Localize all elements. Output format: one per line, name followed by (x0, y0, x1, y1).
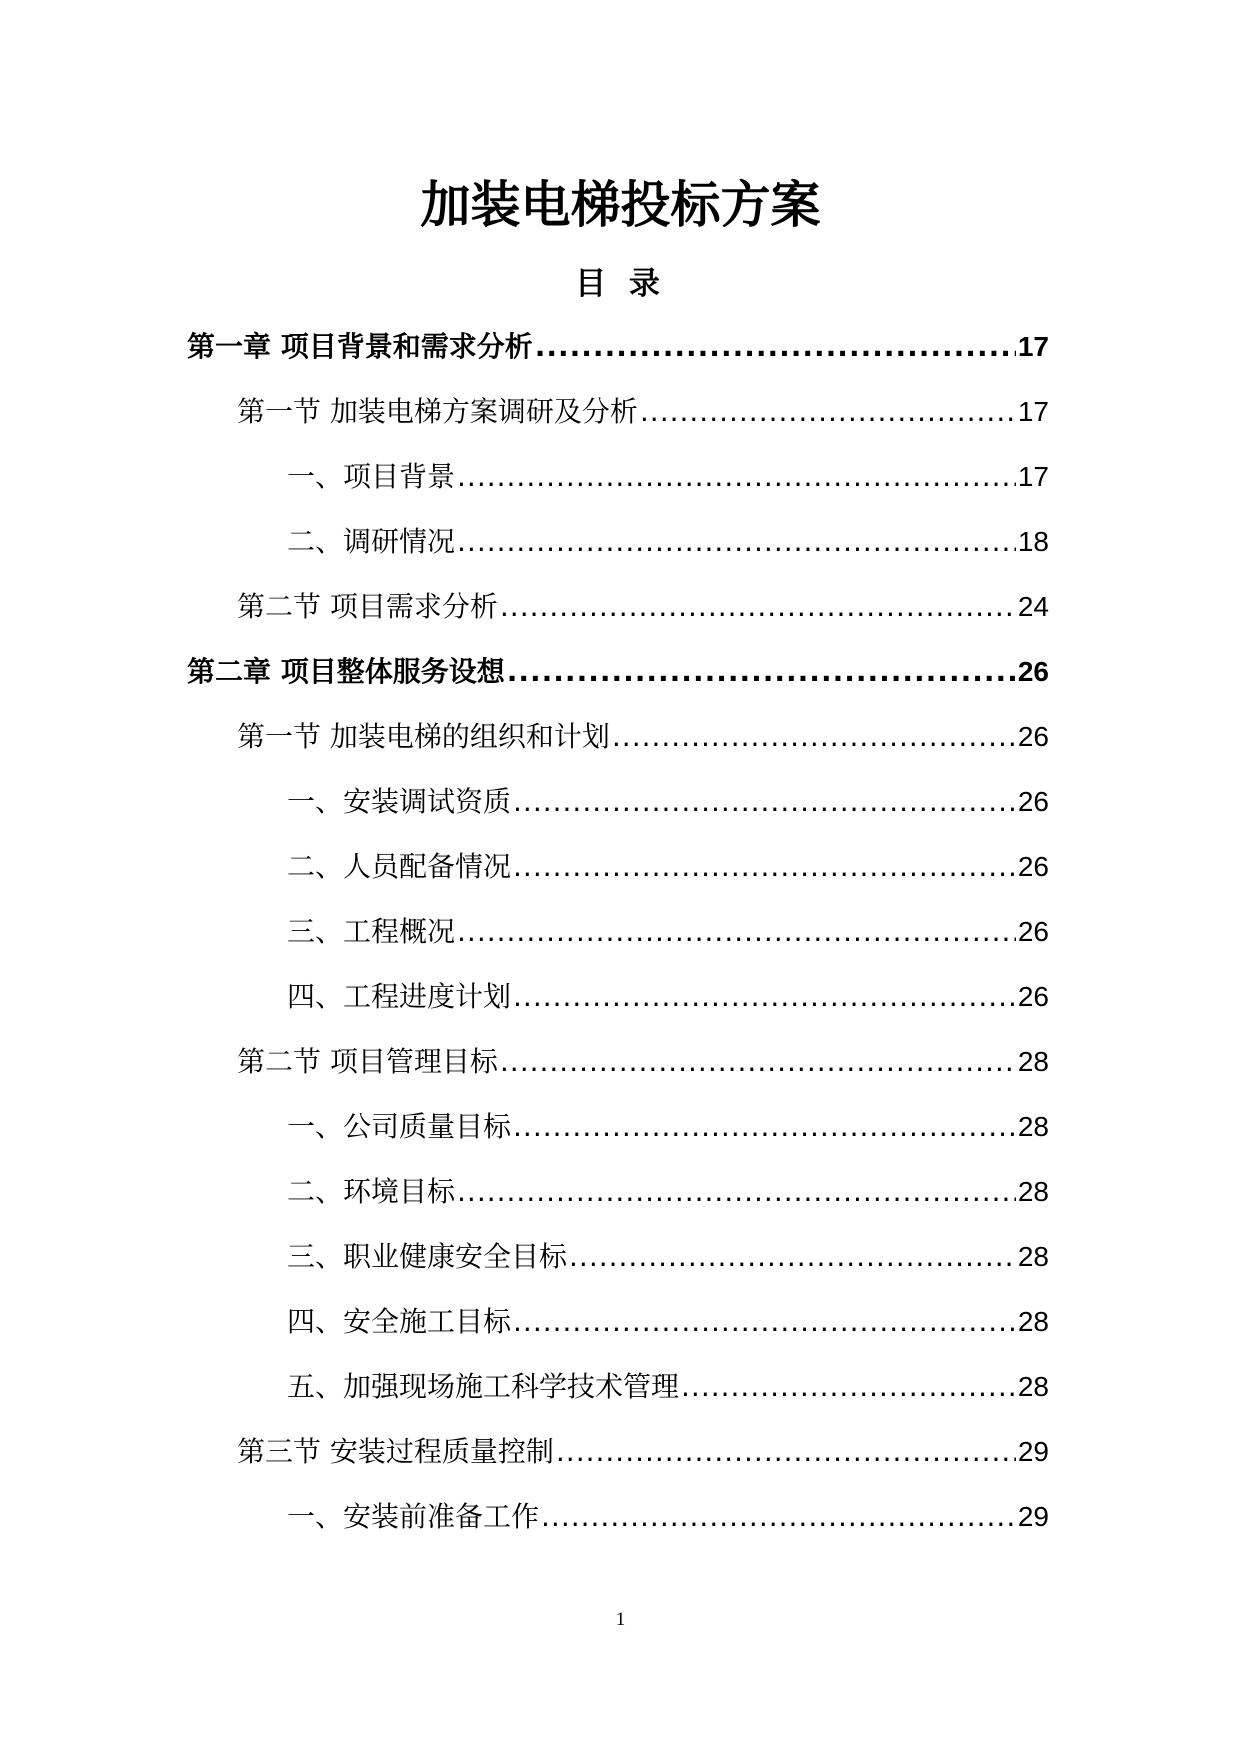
toc-entry[interactable] (187, 1108, 1049, 1173)
toc-dot-leader (569, 1238, 1016, 1276)
toc-entry-title: 五、加强现场施工科学技术管理 (287, 1370, 680, 1403)
toc-dot-leader (500, 588, 1016, 626)
page-number: 1 (615, 1609, 626, 1630)
toc-dot-leader (507, 653, 1016, 691)
toc-entry-page: 28 (1017, 1176, 1049, 1207)
toc-entry[interactable] (187, 1303, 1049, 1368)
toc-entry[interactable] (187, 783, 1049, 848)
toc-dot-leader (541, 1498, 1016, 1536)
toc-entry-page: 28 (1017, 1306, 1049, 1337)
table-of-contents (187, 328, 1049, 1563)
toc-entry-title: 一、安装前准备工作 (287, 1500, 540, 1533)
toc-dot-leader (513, 1108, 1016, 1146)
toc-entry-page: 28 (1017, 1046, 1049, 1077)
toc-entry[interactable] (187, 1043, 1049, 1108)
toc-entry-page: 26 (1017, 851, 1049, 882)
toc-entry[interactable] (187, 588, 1049, 653)
toc-entry[interactable] (187, 1238, 1049, 1303)
toc-entry[interactable] (187, 718, 1049, 783)
toc-dot-leader (612, 718, 1016, 756)
toc-entry-title: 二、调研情况 (287, 525, 456, 558)
toc-entry[interactable] (187, 523, 1049, 588)
toc-entry-page: 28 (1017, 1371, 1049, 1402)
toc-entry[interactable] (187, 913, 1049, 978)
toc-entry-title: 一、项目背景 (287, 460, 456, 493)
toc-entry[interactable] (187, 848, 1049, 913)
document-title: 加装电梯投标方案 (420, 176, 821, 234)
toc-entry-page: 26 (1017, 981, 1049, 1012)
toc-dot-leader (457, 1173, 1016, 1211)
toc-entry-page: 17 (1017, 331, 1049, 362)
toc-entry-page: 26 (1017, 916, 1049, 947)
toc-entry-title: 第二章 项目整体服务设想 (187, 655, 505, 688)
toc-dot-leader (457, 458, 1016, 496)
toc-dot-leader (513, 783, 1016, 821)
toc-entry[interactable] (187, 458, 1049, 523)
toc-entry[interactable] (187, 1368, 1049, 1433)
toc-entry-title: 第一章 项目背景和需求分析 (187, 330, 533, 363)
toc-dot-leader (500, 1043, 1016, 1081)
toc-entry-page: 26 (1017, 721, 1049, 752)
toc-entry-page: 26 (1017, 786, 1049, 817)
toc-entry-page: 29 (1017, 1501, 1049, 1532)
toc-entry-page: 28 (1017, 1111, 1049, 1142)
toc-entry-page: 17 (1017, 461, 1049, 492)
toc-entry-title: 四、安全施工目标 (287, 1305, 512, 1338)
toc-entry-page: 24 (1017, 591, 1049, 622)
toc-entry-title: 一、公司质量目标 (287, 1110, 512, 1143)
toc-entry[interactable] (187, 1433, 1049, 1498)
toc-entry-title: 第一节 加装电梯的组织和计划 (237, 720, 610, 753)
toc-entry[interactable] (187, 653, 1049, 718)
toc-entry[interactable] (187, 393, 1049, 458)
toc-dot-leader (640, 393, 1016, 431)
toc-entry-title: 二、人员配备情况 (287, 850, 512, 883)
toc-dot-leader (556, 1433, 1016, 1471)
toc-entry-title: 四、工程进度计划 (287, 980, 512, 1013)
toc-dot-leader (457, 523, 1016, 561)
toc-dot-leader (681, 1368, 1016, 1406)
toc-entry-title: 第二节 项目管理目标 (237, 1045, 498, 1078)
toc-entry-page: 17 (1017, 396, 1049, 427)
toc-entry[interactable] (187, 1498, 1049, 1563)
toc-entry-title: 一、安装调试资质 (287, 785, 512, 818)
toc-entry[interactable] (187, 328, 1049, 393)
toc-dot-leader (513, 978, 1016, 1016)
toc-dot-leader (513, 1303, 1016, 1341)
toc-entry-title: 第一节 加装电梯方案调研及分析 (237, 395, 638, 428)
toc-dot-leader (457, 913, 1016, 951)
toc-entry-page: 26 (1017, 656, 1049, 687)
toc-entry-title: 第二节 项目需求分析 (237, 590, 498, 623)
toc-entry[interactable] (187, 1173, 1049, 1238)
toc-heading: 目 录 (575, 266, 666, 302)
toc-dot-leader (535, 328, 1016, 366)
toc-entry-page: 18 (1017, 526, 1049, 557)
toc-dot-leader (513, 848, 1016, 886)
toc-entry[interactable] (187, 978, 1049, 1043)
toc-entry-page: 29 (1017, 1436, 1049, 1467)
toc-entry-title: 二、环境目标 (287, 1175, 456, 1208)
toc-entry-title: 第三节 安装过程质量控制 (237, 1435, 554, 1468)
toc-entry-page: 28 (1017, 1241, 1049, 1272)
toc-entry-title: 三、职业健康安全目标 (287, 1240, 568, 1273)
toc-entry-title: 三、工程概况 (287, 915, 456, 948)
